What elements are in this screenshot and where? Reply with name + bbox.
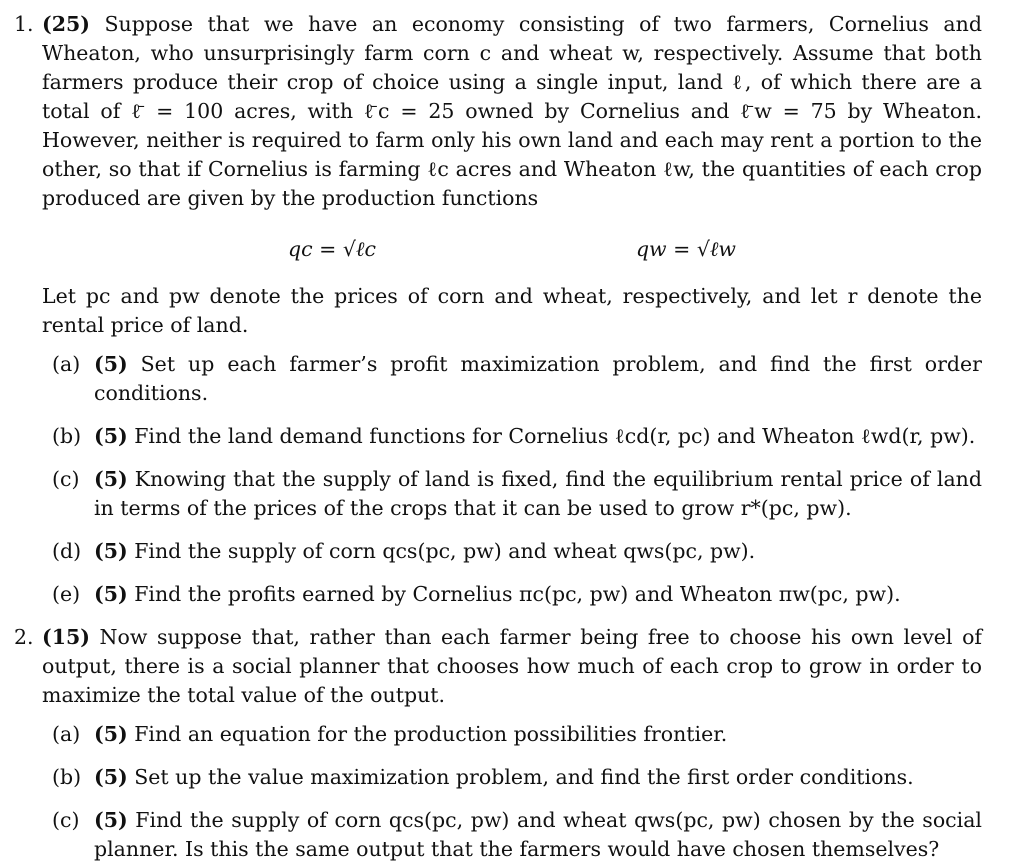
part-2b <box>52 763 982 792</box>
part-points: (5) <box>94 424 128 448</box>
part-points: (5) <box>94 352 128 376</box>
part-label: (a) <box>52 722 81 746</box>
part-points: (5) <box>94 808 128 832</box>
part-text: Find the land demand functions for Cornelius ℓcd(r, pc) and Wheaton ℓwd(r, pw). <box>134 424 976 448</box>
problem-number: 2. <box>14 625 34 649</box>
equation-wheat: qw = √ℓw <box>635 237 736 261</box>
part-label: (d) <box>52 539 82 563</box>
part-label: (c) <box>52 808 80 832</box>
part-text: Find the profits earned by Cornelius πc(pc, pw) and Wheaton πw(pc, pw). <box>134 582 901 606</box>
problem-intro-text: Suppose that we have an economy consisting of two farmers, Cornelius and Wheaton, who unsurprisingly farm corn c and wheat w, respectively. Assume that both farmers produce their crop of choice using a single input, land ℓ, of which there are a total of ℓ̄ = 100 acres, with ℓ̄c = 25 owned by Cornelius and ℓ̄w = 75 by Wheaton. However, neither is required to farm only his own land and each may rent a portion to the other, so that if Cornelius is farming ℓc acres and Wheaton ℓw, the quantities of each crop produced are given by the production functions <box>42 12 982 210</box>
part-text: Find the supply of corn qcs(pc, pw) and wheat qws(pc, pw) chosen by the social planner. Is this the same output that the farmers would have chosen themselves? <box>94 808 982 861</box>
part-points: (5) <box>94 582 128 606</box>
problem-points: (25) <box>42 12 90 36</box>
part-points: (5) <box>94 539 128 563</box>
problem-intro <box>42 10 982 213</box>
problem-intro-text: Now suppose that, rather than each farmer being free to choose his own level of output, there is a social planner that chooses how much of each crop to grow in order to maximize the total value of the output. <box>42 625 982 707</box>
production-functions <box>42 235 982 264</box>
part-label: (b) <box>52 765 82 789</box>
problem-outro: Let pc and pw denote the prices of corn and wheat, respectively, and let r denote the rental price of land. <box>42 284 982 337</box>
part-text: Set up the value maximization problem, and find the first order conditions. <box>134 765 914 789</box>
problem-2-parts <box>42 720 982 864</box>
part-points: (5) <box>94 765 128 789</box>
part-text: Knowing that the supply of land is fixed, find the equilibrium rental price of land in terms of the prices of the crops that it can be used to grow r*(pc, pw). <box>94 467 982 520</box>
problem-2 <box>14 623 982 864</box>
part-text: Find an equation for the production possibilities frontier. <box>134 722 728 746</box>
part-2a <box>52 720 982 749</box>
part-label: (e) <box>52 582 81 606</box>
problem-intro <box>42 623 982 710</box>
part-text: Set up each farmer’s profit maximization problem, and find the first order conditions. <box>94 352 982 405</box>
equation-corn: qc = √ℓc <box>288 237 376 261</box>
problem-points: (15) <box>42 625 90 649</box>
problem-1-parts <box>42 350 982 609</box>
part-2c <box>52 806 982 864</box>
problem-number: 1. <box>14 12 34 36</box>
part-1d <box>52 537 982 566</box>
part-points: (5) <box>94 722 128 746</box>
part-1e <box>52 580 982 609</box>
part-text: Find the supply of corn qcs(pc, pw) and wheat qws(pc, pw). <box>134 539 756 563</box>
part-1a <box>52 350 982 408</box>
part-label: (c) <box>52 467 80 491</box>
part-points: (5) <box>94 467 128 491</box>
part-label: (b) <box>52 424 82 448</box>
part-label: (a) <box>52 352 81 376</box>
part-1b <box>52 422 982 451</box>
part-1c <box>52 465 982 523</box>
problem-1 <box>14 10 982 609</box>
